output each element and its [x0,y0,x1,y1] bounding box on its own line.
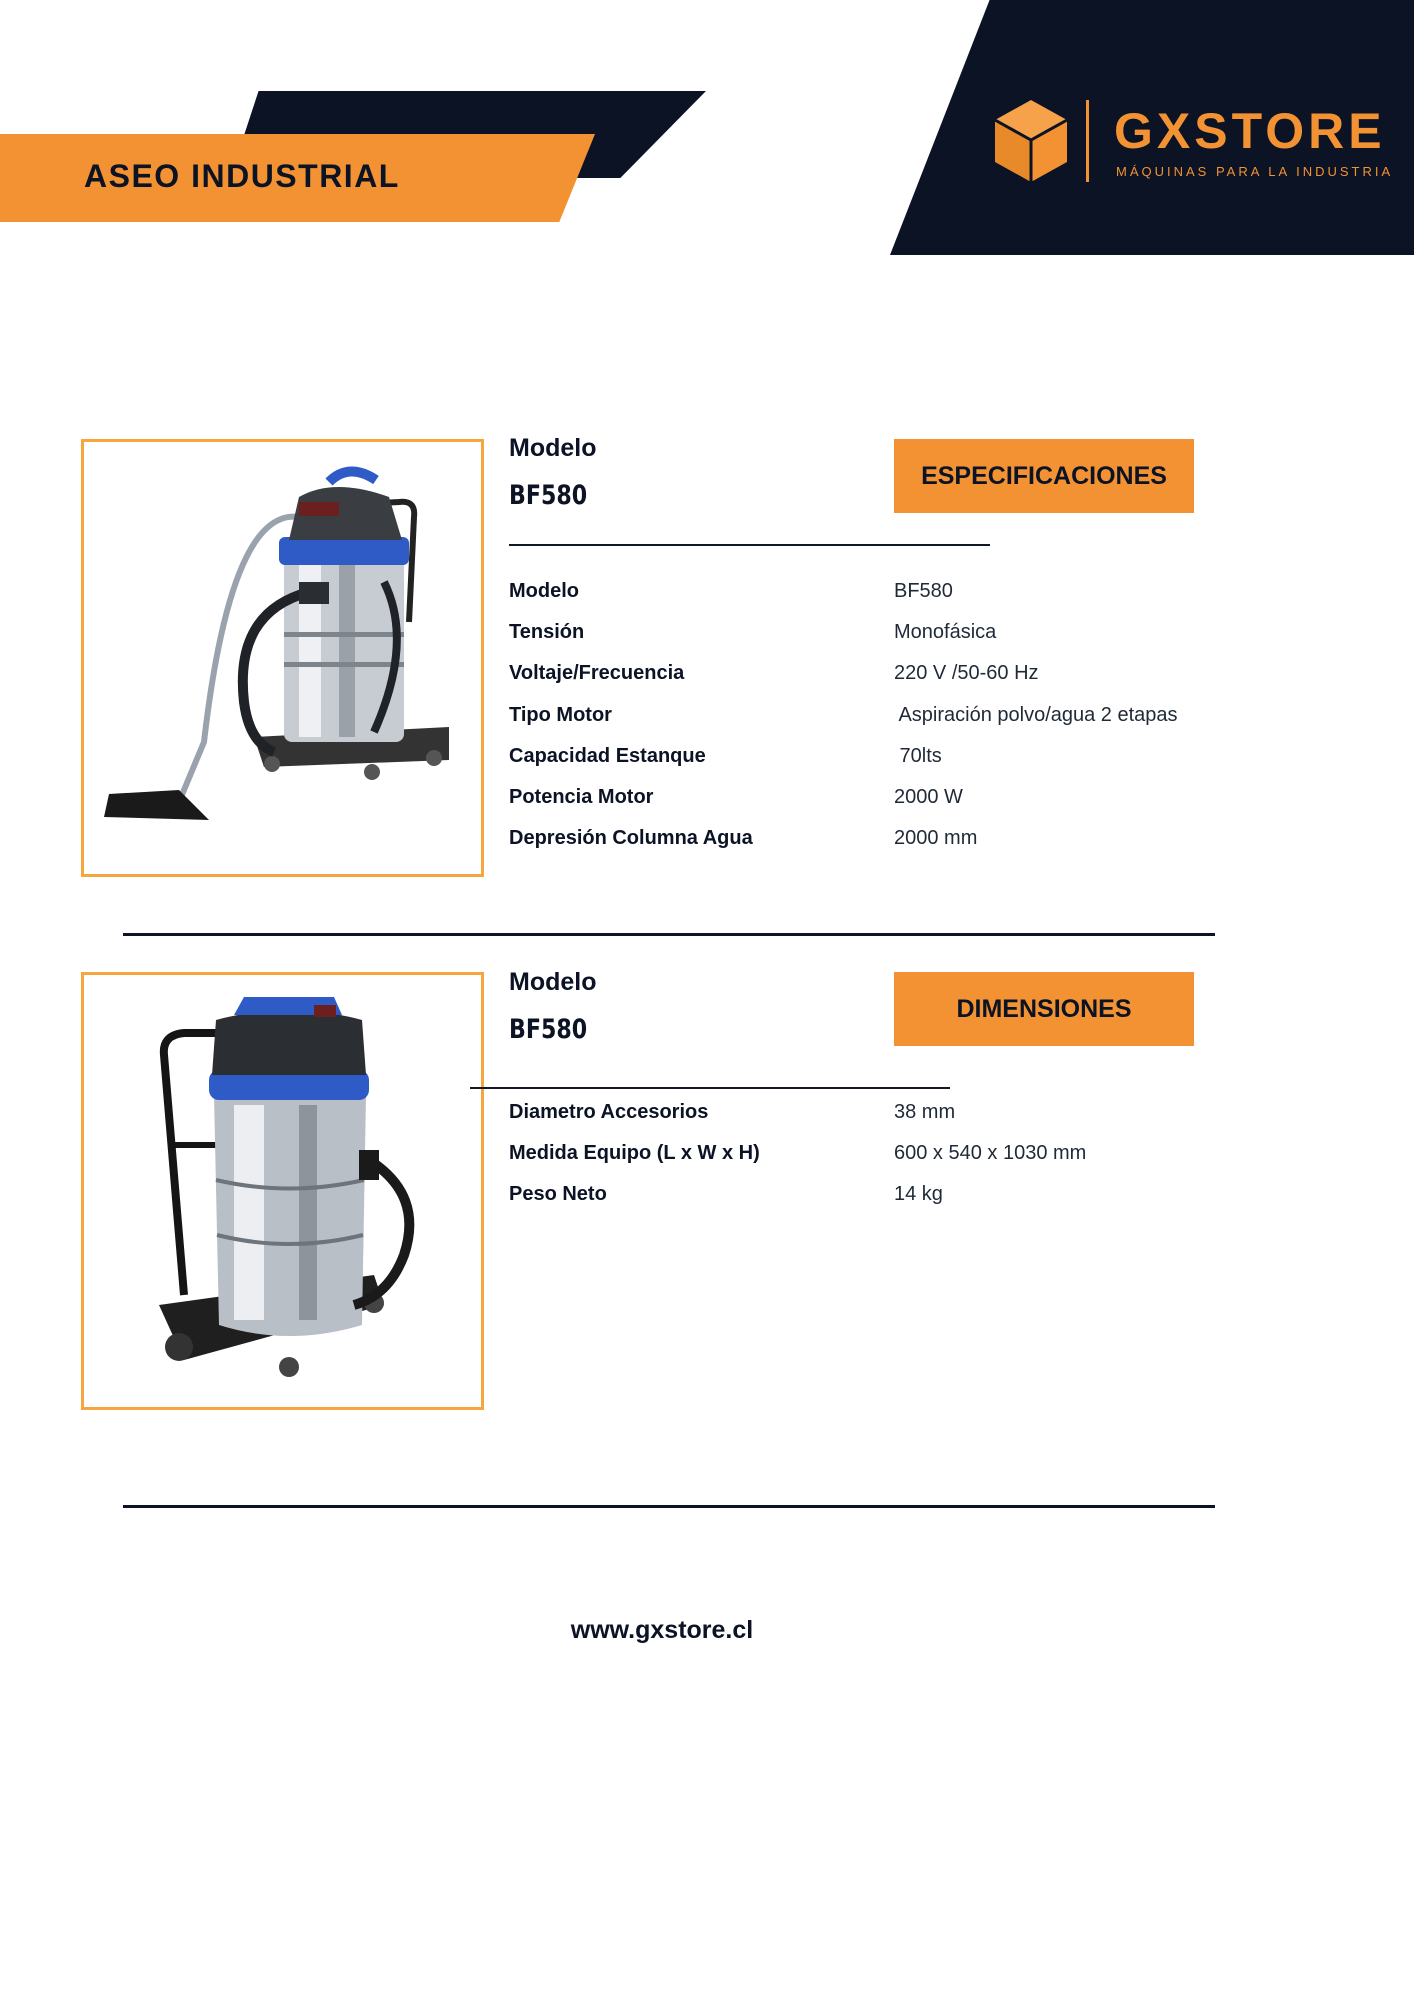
spec-row [509,655,1309,691]
spec-value: 38 mm [894,1100,956,1123]
spec-row [509,697,1309,733]
logo-divider [1086,100,1089,182]
spec-key: Tensión [509,620,585,643]
spec-value: 2000 W [894,785,963,808]
spec-key: Peso Neto [509,1182,607,1205]
spec-value: 220 V /50-60 Hz [894,661,1039,684]
spec-key: Modelo [509,579,579,602]
spec-key: Voltaje/Frecuencia [509,661,685,684]
specifications-badge: ESPECIFICACIONES [894,439,1194,513]
modelo-label: Modelo [509,434,597,462]
category-title: ASEO INDUSTRIAL [84,158,400,194]
vacuum-cleaner-illustration [84,442,481,874]
spec-key: Tipo Motor [509,703,612,726]
spec-key: Depresión Columna Agua [509,826,753,849]
model-code: BF580 [509,480,588,511]
section-separator [123,1505,1215,1508]
logo-name: GXSTORE [1114,103,1386,159]
divider-line [470,1087,950,1089]
vacuum-cleaner-illustration [84,975,481,1407]
dimensions-badge: DIMENSIONES [894,972,1194,1046]
website-link[interactable]: www.gxstore.cl [570,1616,754,1644]
spec-row [509,779,1309,815]
spec-value: Aspiración polvo/agua 2 etapas [894,703,1178,726]
product-image-frame [81,972,484,1410]
spec-row [509,1094,1309,1130]
spec-row [509,1176,1309,1212]
product-image-frame [81,439,484,877]
cube-icon [993,98,1069,184]
spec-row [509,573,1309,609]
spec-key: Capacidad Estanque [509,744,706,767]
modelo-label: Modelo [509,968,597,996]
model-code: BF580 [509,1014,588,1045]
spec-value: 2000 mm [894,826,978,849]
spec-key: Potencia Motor [509,785,654,808]
spec-value: 14 kg [894,1182,943,1205]
spec-row [509,1135,1309,1171]
spec-value: 70lts [894,744,942,767]
spec-row [509,738,1309,774]
spec-key: Diametro Accesorios [509,1100,709,1123]
section-separator [123,933,1215,936]
spec-value: Monofásica [894,620,997,643]
logo-tagline: MÁQUINAS PARA LA INDUSTRIA [1116,164,1394,179]
spec-value: 600 x 540 x 1030 mm [894,1141,1087,1164]
spec-key: Medida Equipo (L x W x H) [509,1141,760,1164]
divider-line [509,544,990,546]
spec-value: BF580 [894,579,953,602]
spec-row [509,820,1309,856]
spec-row [509,614,1309,650]
